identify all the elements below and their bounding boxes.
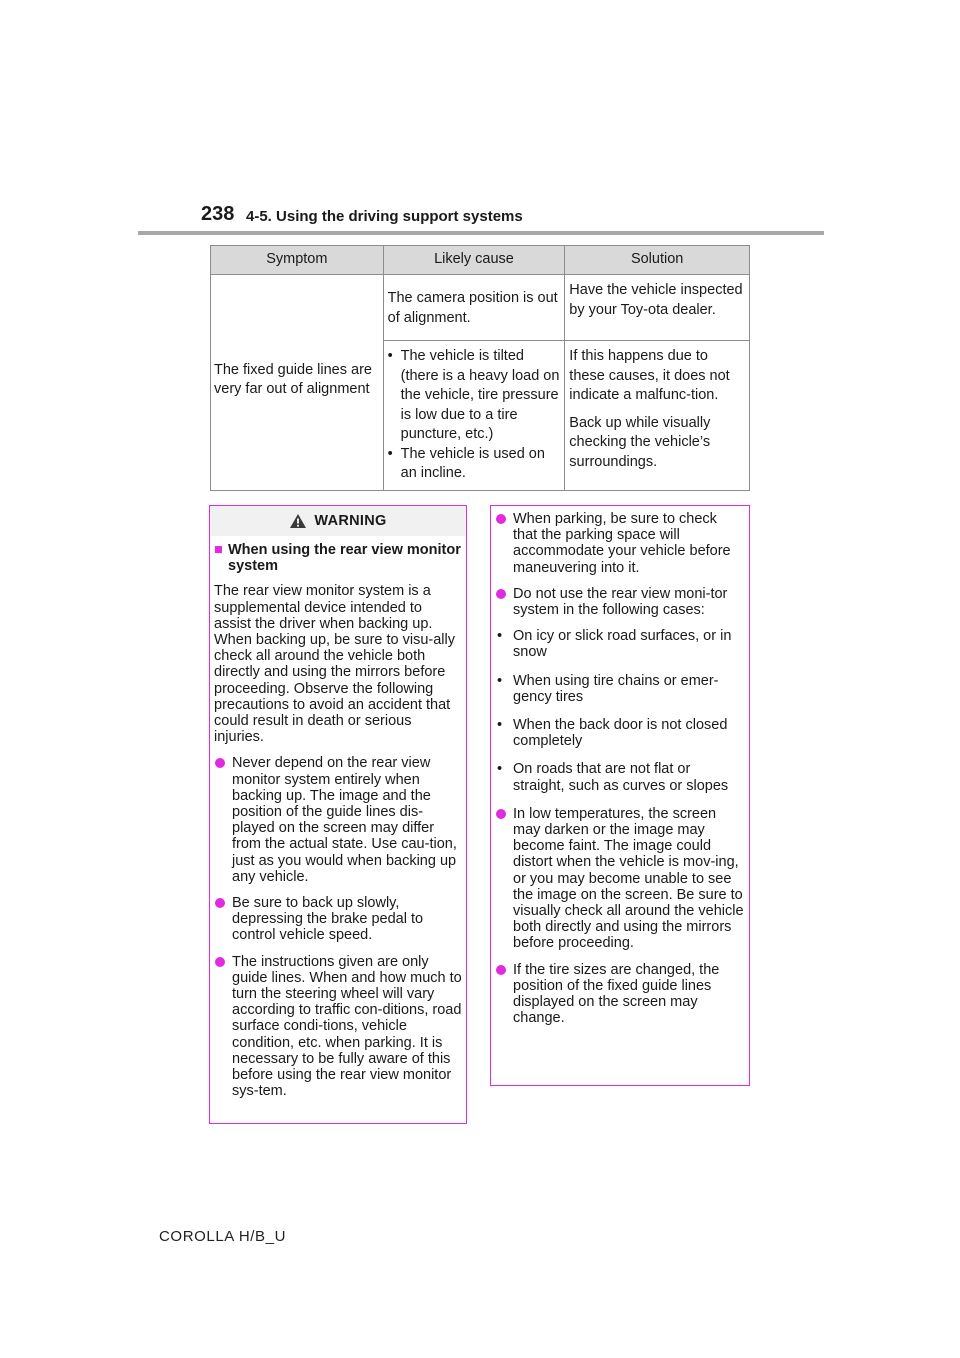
warning-bullet [495, 806, 745, 952]
header-rule [138, 231, 824, 235]
warning-header [210, 506, 466, 536]
warning-bullet [495, 586, 745, 618]
solution-cell [565, 275, 750, 341]
warning-bullet-text: Never depend on the rear view monitor system entirely when backing up. The image and the position of the guide lines dis-played on the screen may differ from the actual state. Use cau-tion, just as you would when backing up any vehicle. [232, 755, 457, 885]
dash-bullet-icon: • [497, 761, 503, 778]
warning-bullet-text: In low temperatures, the screen may darken or the image may become faint. The image could distort when the vehicle is mov-ing, or you may become unable to see the image on the screen. Be sure to visually check all around the vehicle both directly and using the mirrors before proceeding. [513, 805, 744, 952]
table-row [211, 275, 750, 341]
warning-bullet [495, 511, 745, 576]
symptom-cell: The fixed guide lines are very far out of alignment [211, 275, 384, 491]
warning-intro: The rear view monitor system is a supplemental device intended to assist the driver when backing up. When backing up, be sure to visu-ally check all around the vehicle both directly and using the mirrors before proceeding. Observe the following precautions to avoid an accident that could result in death or serious injuries. [214, 583, 455, 746]
warning-triangle-icon [289, 513, 307, 529]
column-header-solution: Solution [565, 246, 750, 275]
bullet-dot-icon [215, 898, 225, 908]
warning-bullet [495, 962, 745, 1027]
warning-bullet [214, 954, 462, 1100]
warning-bullet-text: When parking, be sure to check that the parking space will accommodate your vehicle before maneuvering into it. [513, 511, 731, 576]
case-item [495, 761, 745, 793]
bullet-dot-icon [215, 957, 225, 967]
warning-bullet-text: Be sure to back up slowly, depressing the brake pedal to control vehicle speed. [232, 895, 424, 944]
cause-cell [383, 341, 565, 491]
section-title: 4-5. Using the driving support systems [246, 208, 523, 225]
case-text: When the back door is not closed completely [513, 717, 728, 750]
case-item [495, 673, 745, 705]
case-text: When using tire chains or emer-gency tires [513, 672, 719, 705]
solution-text: Back up while visually checking the vehicle’s surroundings. [569, 414, 711, 470]
list-item: • The vehicle is used on an incline. [388, 445, 561, 484]
bullet-dot-icon [496, 589, 506, 599]
warning-continued-box [490, 505, 750, 1086]
table-header-row [211, 246, 750, 275]
case-text: On roads that are not flat or straight, such as curves or slopes [513, 761, 729, 794]
cause-text: The camera position is out of alignment. [387, 290, 558, 326]
case-text: On icy or slick road surfaces, or in snow [513, 628, 732, 661]
warning-title: WARNING [314, 513, 387, 529]
bullet-dot-icon [496, 514, 506, 524]
warning-subhead [214, 542, 462, 574]
solution-text: If this happens due to these causes, it does not indicate a malfunc-tion. [569, 348, 730, 403]
column-header-symptom: Symptom [211, 246, 384, 275]
cause-list [388, 347, 561, 484]
warning-bullet [214, 895, 462, 944]
bullet-dot-icon [215, 758, 225, 768]
solution-text: Have the vehicle inspected by your Toy-ota dealer. [569, 282, 743, 318]
footer-model-code: COROLLA H/B_U [159, 1228, 287, 1245]
warning-bullet [214, 755, 462, 885]
dash-bullet-icon: • [497, 717, 503, 734]
cause-cell [383, 275, 565, 341]
bullet-dot-icon [496, 965, 506, 975]
warning-bullet-text: The instructions given are only guide lines. When and how much to turn the steering wheel will vary according to traffic con-ditions, road surface condi-tions, vehicle condition, etc. when parking. It is necessary to be fully aware of this before using the rear view monitor sys-tem. [232, 953, 462, 1100]
troubleshooting-table [210, 245, 750, 491]
warning-box [209, 505, 467, 1124]
column-header-likely-cause: Likely cause [383, 246, 565, 275]
dash-bullet-icon: • [497, 672, 503, 689]
warning-bullet-text: Do not use the rear view moni-tor system in the following cases: [513, 585, 728, 619]
warning-body [210, 536, 466, 1100]
warning-subhead-text: When using the rear view monitor system [228, 542, 461, 575]
warning-bullet-text: If the tire sizes are changed, the position of the fixed guide lines displayed on the screen may change. [513, 961, 720, 1027]
solution-cell [565, 341, 750, 491]
page-number: 238 [201, 203, 235, 225]
list-item: • The vehicle is tilted (there is a heavy load on the vehicle, tire pressure is low due to a tire puncture, etc.) [388, 347, 561, 445]
dash-bullet-icon: • [497, 628, 503, 645]
bullet-dot-icon [496, 809, 506, 819]
square-bullet-icon: ■ [214, 542, 223, 558]
case-item [495, 717, 745, 749]
case-item [495, 628, 745, 660]
